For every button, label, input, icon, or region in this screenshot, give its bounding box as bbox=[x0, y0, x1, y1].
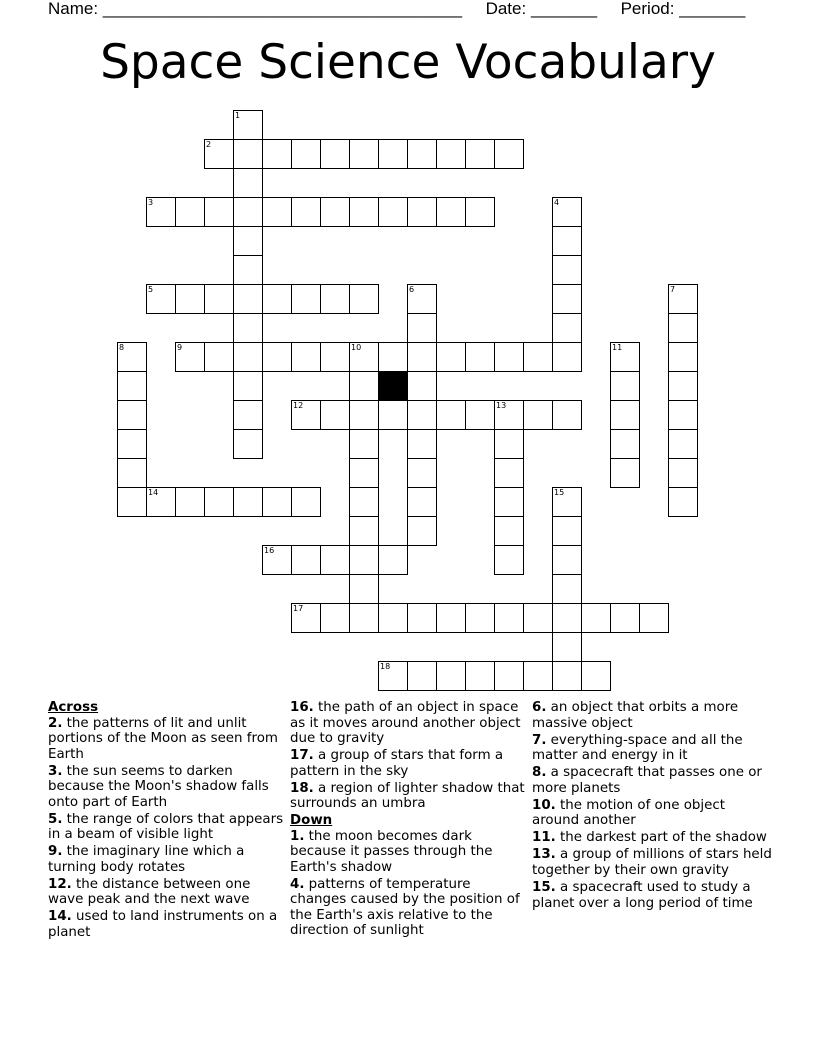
grid-cell[interactable] bbox=[378, 545, 408, 575]
grid-cell[interactable] bbox=[668, 371, 698, 401]
grid-cell[interactable] bbox=[407, 429, 437, 459]
clue-number: 13 bbox=[496, 401, 507, 410]
clue-number: 2 bbox=[206, 140, 212, 149]
clue-across-5: 5. the range of colors that appears in a beam of visible light bbox=[48, 811, 284, 843]
grid-cell[interactable] bbox=[523, 603, 553, 633]
grid-cell[interactable] bbox=[407, 371, 437, 401]
grid-cell[interactable] bbox=[349, 429, 379, 459]
clue-down-11: 11. the darkest part of the shadow bbox=[532, 830, 767, 846]
grid-cell[interactable] bbox=[262, 545, 292, 575]
grid-cell[interactable] bbox=[349, 603, 379, 633]
period-label: Period: bbox=[620, 0, 675, 18]
grid-cell[interactable] bbox=[436, 342, 466, 372]
grid-cell[interactable] bbox=[610, 603, 640, 633]
grid-cell[interactable] bbox=[552, 574, 582, 604]
grid-cell[interactable] bbox=[320, 603, 350, 633]
name-blank[interactable]: ______________________________________ bbox=[102, 0, 463, 18]
grid-cell[interactable] bbox=[204, 342, 234, 372]
grid-cell[interactable] bbox=[494, 487, 524, 517]
grid-cell[interactable] bbox=[291, 487, 321, 517]
clue-across-3: 3. the sun seems to darken because the Moon's shadow falls onto part of Earth bbox=[48, 763, 269, 810]
clue-number: 6 bbox=[409, 285, 415, 294]
grid-cell[interactable] bbox=[407, 400, 437, 430]
grid-cell[interactable] bbox=[436, 139, 466, 169]
grid-cell[interactable] bbox=[117, 371, 147, 401]
grid-cell[interactable] bbox=[233, 168, 263, 198]
grid-cell[interactable] bbox=[349, 284, 379, 314]
grid-cell[interactable] bbox=[233, 226, 263, 256]
grid-cell[interactable] bbox=[233, 110, 263, 140]
clues-column-2 bbox=[290, 700, 526, 940]
grid-cell[interactable] bbox=[552, 284, 582, 314]
grid-cell[interactable] bbox=[523, 342, 553, 372]
grid-cell[interactable] bbox=[378, 661, 408, 691]
grid-cell[interactable] bbox=[349, 458, 379, 488]
grid-cell[interactable] bbox=[233, 487, 263, 517]
grid-cell[interactable] bbox=[407, 516, 437, 546]
grid-cell[interactable] bbox=[465, 197, 495, 227]
clue-number: 4 bbox=[554, 198, 560, 207]
across-heading: Across bbox=[48, 700, 99, 715]
grid-cell[interactable] bbox=[204, 139, 234, 169]
clue-number: 10 bbox=[351, 343, 362, 352]
clue-down-15: 15. a spacecraft used to study a planet over a long period of time bbox=[532, 880, 753, 911]
grid-cell[interactable] bbox=[610, 429, 640, 459]
grid-cell[interactable] bbox=[233, 313, 263, 343]
grid-cell[interactable] bbox=[668, 487, 698, 517]
grid-cell[interactable] bbox=[465, 342, 495, 372]
clue-across-18: 18. a region of lighter shadow that surrounds an umbra bbox=[290, 780, 525, 812]
grid-cell[interactable] bbox=[291, 197, 321, 227]
grid-cell[interactable] bbox=[523, 400, 553, 430]
clue-number: 5 bbox=[148, 285, 154, 294]
clues-column-1 bbox=[48, 700, 284, 942]
clue-down-8: 8. a spacecraft that passes one or more planets bbox=[532, 765, 762, 796]
grid-cell[interactable] bbox=[204, 487, 234, 517]
grid-cell[interactable] bbox=[552, 197, 582, 227]
grid-cell[interactable] bbox=[262, 342, 292, 372]
clue-down-6: 6. an object that orbits a more massive object bbox=[532, 700, 739, 731]
grid-cell[interactable] bbox=[581, 603, 611, 633]
grid-cell[interactable] bbox=[378, 603, 408, 633]
grid-cell[interactable] bbox=[320, 197, 350, 227]
clue-number: 7 bbox=[670, 285, 676, 294]
grid-cell[interactable] bbox=[146, 487, 176, 517]
grid-cell[interactable] bbox=[262, 197, 292, 227]
grid-cell[interactable] bbox=[320, 139, 350, 169]
grid-cell[interactable] bbox=[494, 603, 524, 633]
clue-down-4: 4. patterns of temperature changes caused by the position of the Earth's axis relative to the direction of sunlight bbox=[290, 876, 520, 939]
grid-cell[interactable] bbox=[494, 458, 524, 488]
clue-across-2: 2. the patterns of lit and unlit portions of the Moon as seen from Earth bbox=[48, 715, 278, 762]
date-blank[interactable]: _______ bbox=[530, 0, 598, 18]
page-title: Space Science Vocabulary bbox=[100, 35, 716, 90]
grid-cell[interactable] bbox=[349, 574, 379, 604]
clue-across-12: 12. the distance between one wave peak and the next wave bbox=[48, 876, 251, 908]
grid-cell[interactable] bbox=[610, 400, 640, 430]
clue-number: 1 bbox=[235, 111, 241, 120]
grid-cell[interactable] bbox=[407, 487, 437, 517]
grid-cell[interactable] bbox=[291, 284, 321, 314]
grid-cell[interactable] bbox=[494, 545, 524, 575]
grid-cell[interactable] bbox=[552, 545, 582, 575]
grid-cell[interactable] bbox=[668, 342, 698, 372]
grid-cell[interactable] bbox=[494, 429, 524, 459]
grid-cell[interactable] bbox=[552, 487, 582, 517]
clue-number: 9 bbox=[177, 343, 183, 352]
grid-cell[interactable] bbox=[349, 371, 379, 401]
grid-cell[interactable] bbox=[523, 661, 553, 691]
grid-cell[interactable] bbox=[436, 400, 466, 430]
grid-cell[interactable] bbox=[668, 458, 698, 488]
grid-cell[interactable] bbox=[436, 197, 466, 227]
down-heading: Down bbox=[290, 813, 333, 829]
grid-cell[interactable] bbox=[233, 371, 263, 401]
grid-cell[interactable] bbox=[320, 284, 350, 314]
grid-cell[interactable] bbox=[494, 342, 524, 372]
grid-cell[interactable] bbox=[552, 226, 582, 256]
clue-down-7: 7. everything-space and all the matter and energy in it bbox=[532, 732, 743, 764]
grid-cell[interactable] bbox=[175, 197, 205, 227]
clue-across-16: 16. the path of an object in space as it moves around another object due to gravity bbox=[290, 700, 521, 746]
grid-cell[interactable] bbox=[465, 661, 495, 691]
clue-number: 8 bbox=[119, 343, 125, 352]
clue-across-14: 14. used to land instruments on a planet bbox=[48, 909, 278, 940]
grid-cell[interactable] bbox=[291, 139, 321, 169]
grid-cell[interactable] bbox=[378, 139, 408, 169]
grid-cell[interactable] bbox=[465, 603, 495, 633]
grid-cell[interactable] bbox=[378, 342, 408, 372]
grid-cell[interactable] bbox=[639, 603, 669, 633]
clue-across-9: 9. the imaginary line which a turning body rotates bbox=[48, 844, 245, 875]
clue-number: 17 bbox=[293, 604, 304, 613]
grid-cell[interactable] bbox=[117, 487, 147, 517]
grid-cell[interactable] bbox=[233, 400, 263, 430]
grid-cell[interactable] bbox=[610, 458, 640, 488]
clue-number: 11 bbox=[612, 343, 623, 352]
grid-cell[interactable] bbox=[233, 255, 263, 285]
grid-cell[interactable] bbox=[668, 284, 698, 314]
grid-cell[interactable] bbox=[117, 400, 147, 430]
grid-cell[interactable] bbox=[233, 139, 263, 169]
date-label: Date: bbox=[485, 0, 527, 18]
grid-cell[interactable] bbox=[668, 313, 698, 343]
grid-cell[interactable] bbox=[349, 545, 379, 575]
grid-cell[interactable] bbox=[610, 342, 640, 372]
grid-cell[interactable] bbox=[465, 400, 495, 430]
grid-cell[interactable] bbox=[552, 313, 582, 343]
grid-cell[interactable] bbox=[581, 661, 611, 691]
clue-number: 3 bbox=[148, 198, 154, 207]
grid-cell[interactable] bbox=[552, 400, 582, 430]
grid-cell[interactable] bbox=[146, 197, 176, 227]
clue-across-17: 17. a group of stars that form a pattern in the sky bbox=[290, 748, 504, 779]
grid-cell[interactable] bbox=[146, 284, 176, 314]
grid-cell[interactable] bbox=[320, 400, 350, 430]
grid-cell[interactable] bbox=[378, 400, 408, 430]
grid-cell[interactable] bbox=[175, 487, 205, 517]
grid-cell[interactable] bbox=[233, 284, 263, 314]
grid-cell[interactable] bbox=[407, 139, 437, 169]
clue-number: 15 bbox=[554, 488, 565, 497]
clue-number: 12 bbox=[293, 401, 304, 410]
grid-cell[interactable] bbox=[407, 458, 437, 488]
grid-cell[interactable] bbox=[407, 661, 437, 691]
grid-cell[interactable] bbox=[349, 487, 379, 517]
grid-cell[interactable] bbox=[436, 661, 466, 691]
period-blank[interactable]: _______ bbox=[679, 0, 746, 18]
grid-cell[interactable] bbox=[349, 400, 379, 430]
grid-cell[interactable] bbox=[262, 139, 292, 169]
grid-cell[interactable] bbox=[349, 197, 379, 227]
grid-cell[interactable] bbox=[552, 661, 582, 691]
grid-cell[interactable] bbox=[494, 139, 524, 169]
clue-number: 14 bbox=[148, 488, 159, 497]
grid-cell[interactable] bbox=[349, 342, 379, 372]
grid-cell[interactable] bbox=[407, 313, 437, 343]
grid-cell[interactable] bbox=[204, 197, 234, 227]
name-label: Name: bbox=[48, 0, 99, 18]
grid-cell[interactable] bbox=[436, 603, 466, 633]
grid-cell[interactable] bbox=[320, 342, 350, 372]
grid-cell[interactable] bbox=[610, 371, 640, 401]
grid-block bbox=[378, 371, 408, 401]
grid-cell[interactable] bbox=[552, 342, 582, 372]
grid-cell[interactable] bbox=[291, 342, 321, 372]
grid-cell[interactable] bbox=[552, 632, 582, 662]
grid-cell[interactable] bbox=[378, 197, 408, 227]
clue-down-1: 1. the moon becomes dark because it passes through the Earth's shadow bbox=[290, 828, 493, 875]
grid-cell[interactable] bbox=[291, 400, 321, 430]
grid-cell[interactable] bbox=[117, 429, 147, 459]
grid-cell[interactable] bbox=[233, 429, 263, 459]
grid-cell[interactable] bbox=[465, 139, 495, 169]
clue-down-10: 10. the motion of one object around another bbox=[532, 797, 725, 829]
grid-cell[interactable] bbox=[291, 545, 321, 575]
grid-cell[interactable] bbox=[262, 284, 292, 314]
grid-cell[interactable] bbox=[494, 661, 524, 691]
grid-cell[interactable] bbox=[291, 603, 321, 633]
grid-cell[interactable] bbox=[233, 197, 263, 227]
grid-cell[interactable] bbox=[407, 603, 437, 633]
grid-cell[interactable] bbox=[320, 545, 350, 575]
grid-cell[interactable] bbox=[552, 516, 582, 546]
clue-number: 16 bbox=[264, 546, 275, 555]
grid-cell[interactable] bbox=[117, 342, 147, 372]
grid-cell[interactable] bbox=[407, 342, 437, 372]
grid-cell[interactable] bbox=[349, 516, 379, 546]
grid-cell[interactable] bbox=[552, 603, 582, 633]
grid-cell[interactable] bbox=[668, 429, 698, 459]
grid-cell[interactable] bbox=[552, 255, 582, 285]
grid-cell[interactable] bbox=[175, 342, 205, 372]
grid-cell[interactable] bbox=[262, 487, 292, 517]
grid-cell[interactable] bbox=[117, 458, 147, 488]
grid-cell[interactable] bbox=[349, 139, 379, 169]
grid-cell[interactable] bbox=[233, 342, 263, 372]
grid-cell[interactable] bbox=[407, 197, 437, 227]
clue-down-13: 13. a group of millions of stars held together by their own gravity bbox=[532, 847, 772, 878]
grid-cell[interactable] bbox=[494, 516, 524, 546]
grid-cell[interactable] bbox=[407, 284, 437, 314]
clue-number: 18 bbox=[380, 662, 391, 671]
clues-column-3 bbox=[532, 700, 772, 913]
grid-cell[interactable] bbox=[668, 400, 698, 430]
grid-cell[interactable] bbox=[204, 284, 234, 314]
grid-cell[interactable] bbox=[175, 284, 205, 314]
grid-cell[interactable] bbox=[494, 400, 524, 430]
